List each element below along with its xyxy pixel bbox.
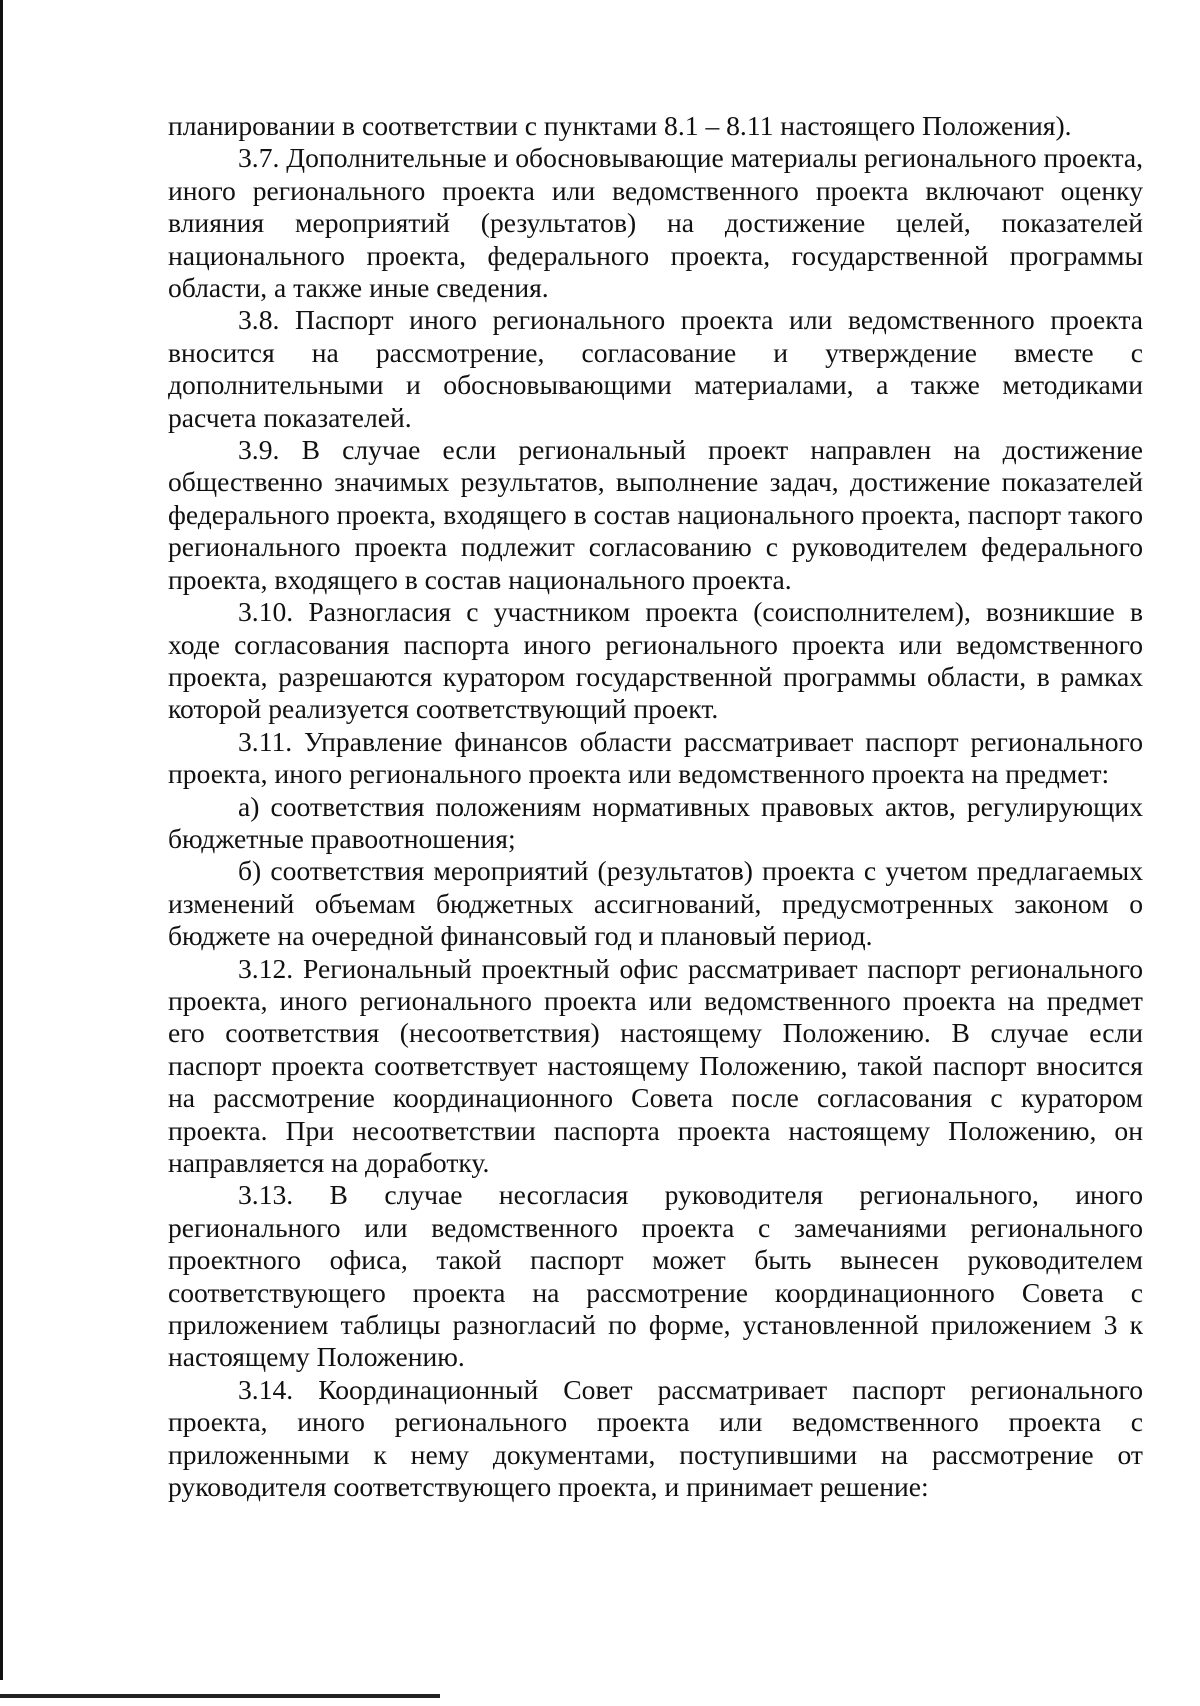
paragraph-3-14: 3.14. Координационный Совет рассматривает паспорт регионального проекта, иного регионального проекта или ведомственного проекта с приложенными к нему документами, поступившими на рассмотрение от руководителя соответствующего проекта, и принимает решение:	[168, 1373, 1143, 1503]
scan-edge-bottom	[0, 1680, 1200, 1706]
paragraph-3-11-a: а) соответствия положениям нормативных правовых актов, регулирующих бюджетные правоотношения;	[168, 790, 1143, 854]
paragraph-3-9: 3.9. В случае если региональный проект направлен на достижение общественно значимых результатов, выполнение задач, достижение показателей федерального проекта, входящего в состав национального проекта, паспорт такого регионального проекта подлежит согласованию с руководителем федерального проекта, входящего в состав национального проекта.	[168, 434, 1143, 595]
paragraph-3-11-b: б) соответствия мероприятий (результатов) проекта с учетом предлагаемых изменений объемам бюджетных ассигнований, предусмотренных законом о бюджете на очередной финансовый год и плановый период.	[168, 855, 1143, 952]
paragraph-3-12: 3.12. Региональный проектный офис рассматривает паспорт регионального проекта, иного регионального проекта или ведомственного проекта на предмет его соответствия (несоответствия) настоящему Положению. В случае если паспорт проекта соответствует настоящему Положению, такой паспорт вносится на рассмотрение координационного Совета после согласования с куратором проекта. При несоответствии паспорта проекта настоящему Положению, он направляется на доработку.	[168, 952, 1143, 1178]
paragraph-3-11: 3.11. Управление финансов области рассматривает паспорт регионального проекта, иного регионального проекта или ведомственного проекта на предмет:	[168, 725, 1143, 790]
paragraph-3-7: 3.7. Дополнительные и обосновывающие материалы регионального проекта, иного регионального проекта или ведомственного проекта включают оценку влияния мероприятий (результатов) на достижение целей, показателей национального проекта, федерального проекта, государственной программы области, а также иные сведения.	[168, 142, 1143, 304]
paragraph-3-8: 3.8. Паспорт иного регионального проекта или ведомственного проекта вносится на рассмотрение, согласование и утверждение вместе с дополнительными и обосновывающими материалами, а также методиками расчета показателей.	[168, 304, 1143, 433]
paragraph-continuation: планировании в соответствии с пунктами 8.1 – 8.11 настоящего Положения).	[168, 110, 1072, 141]
paragraph-3-10: 3.10. Разногласия с участником проекта (соисполнителем), возникшие в ходе согласования паспорта иного регионального проекта или ведомственного проекта, разрешаются куратором государственной программы области, в рамках которой реализуется соответствующий проект.	[168, 596, 1143, 725]
document-text-body	[168, 110, 1143, 1503]
scan-edge-left	[0, 0, 3, 1706]
paragraph-3-13: 3.13. В случае несогласия руководителя регионального, иного регионального или ведомственного проекта с замечаниями регионального проектного офиса, такой паспорт может быть вынесен руководителем соответствующего проекта на рассмотрение координационного Совета с приложением таблицы разногласий по форме, установленной приложением 3 к настоящему Положению.	[168, 1179, 1143, 1373]
